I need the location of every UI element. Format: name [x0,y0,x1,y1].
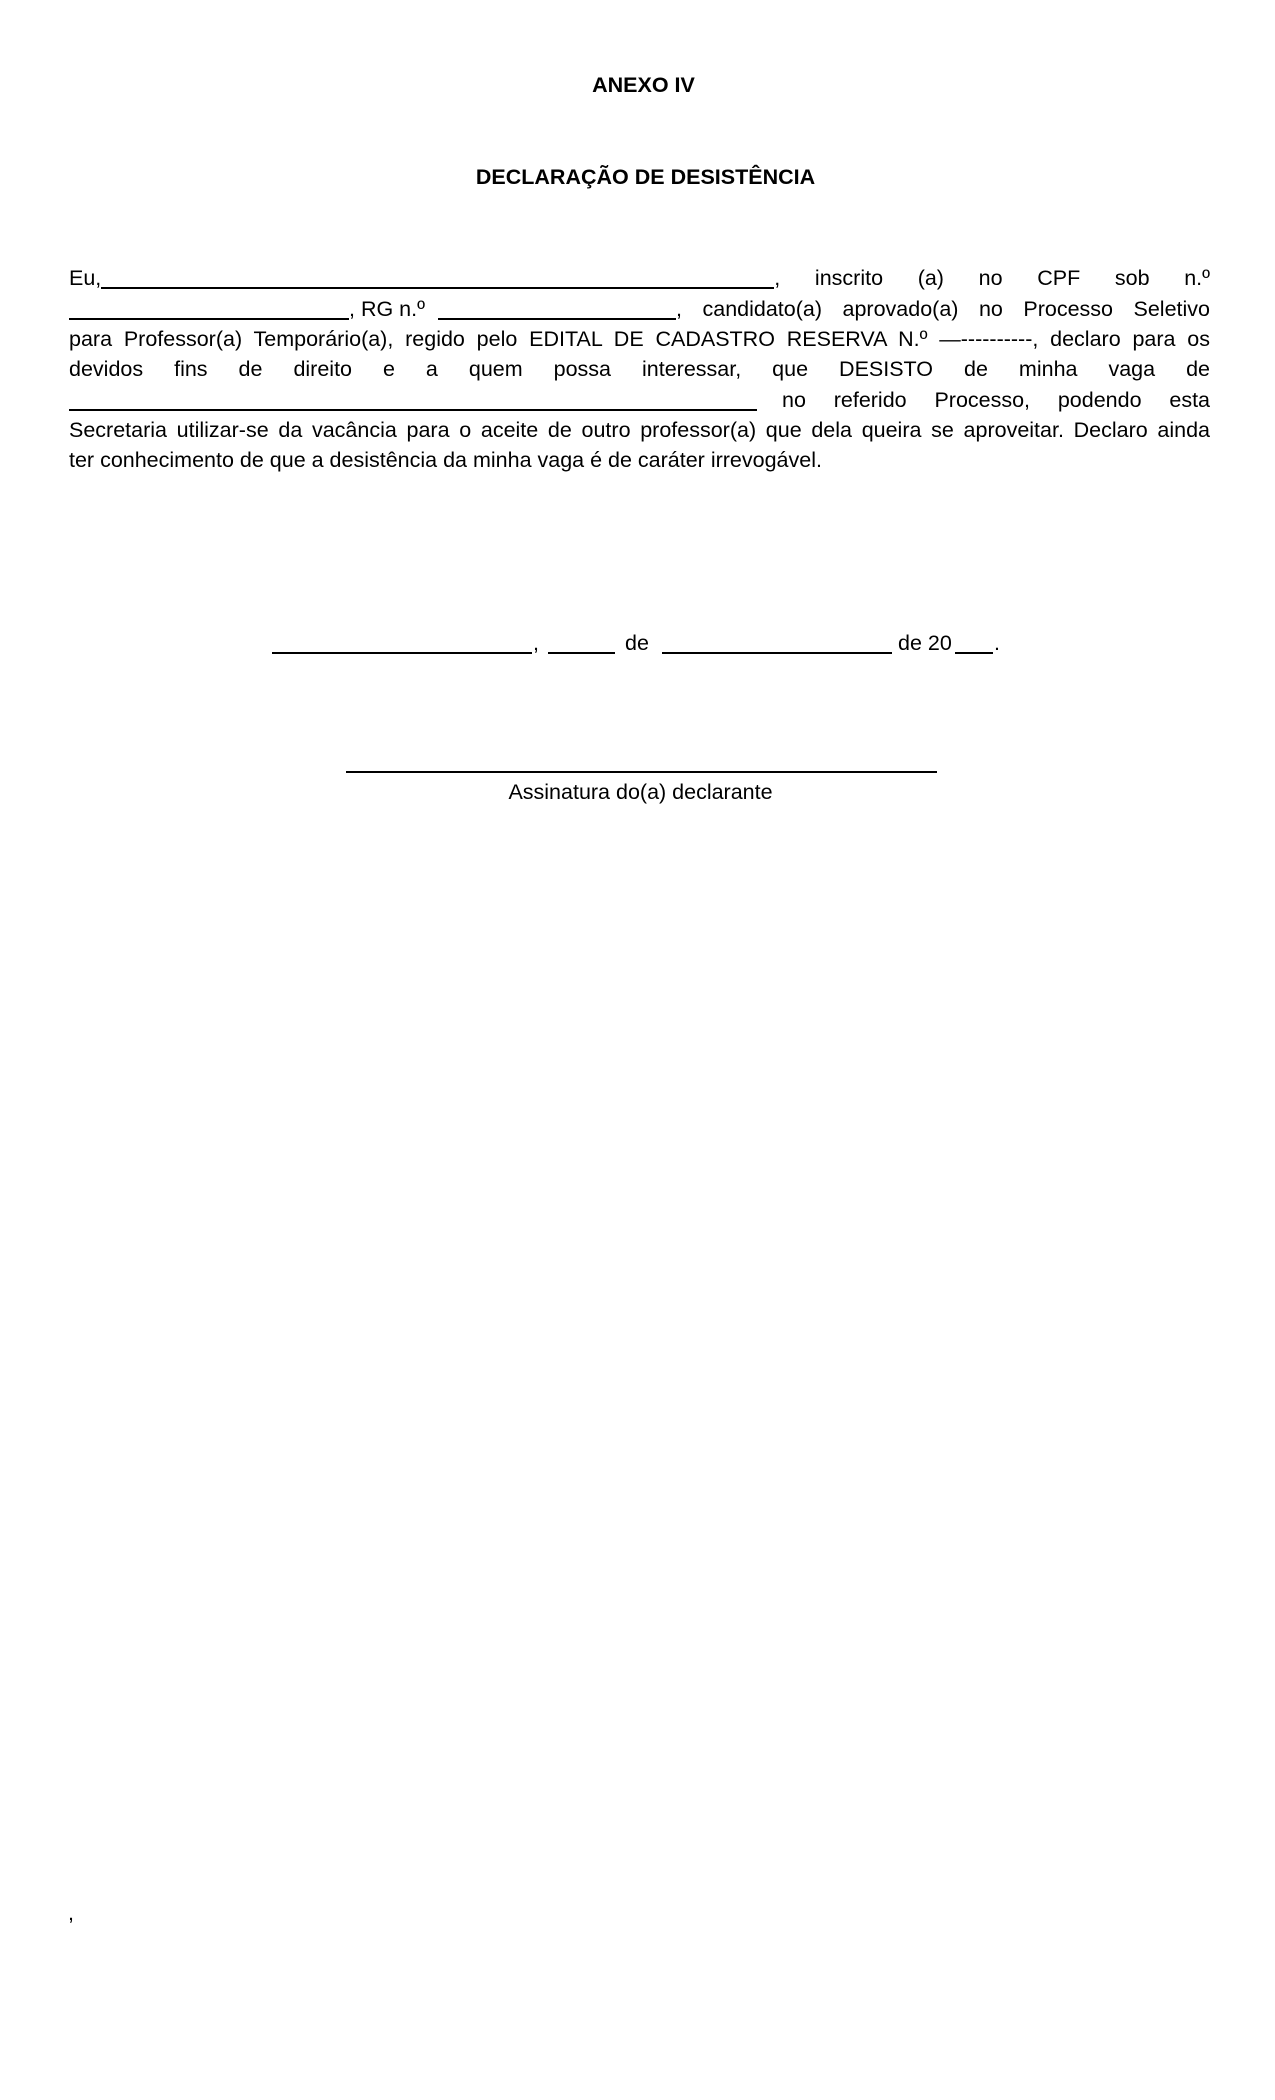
text-candidate: , candidato(a) aprovado(a) no Processo Seletivo [676,297,1210,321]
vacancy-field[interactable] [69,385,757,411]
annex-title: ANEXO IV [592,73,695,97]
text-eu: Eu, [69,266,102,290]
stray-comma: , [68,1901,74,1925]
name-field[interactable] [101,263,774,289]
cpf-field[interactable] [69,294,349,320]
date-period: . [994,631,1000,655]
date-de-20: de 20 [898,631,952,655]
text-cpf-label: , inscrito (a) no CPF sob n.º [774,266,1210,290]
paragraph-line-1 [69,263,1210,293]
day-field[interactable] [548,628,615,654]
signature-line[interactable] [346,771,937,773]
paragraph-line-6 [69,415,1210,445]
signature-caption: Assinatura do(a) declarante [508,780,773,804]
date-line [0,628,1275,658]
text-line-5: no referido Processo, podendo esta [782,388,1210,412]
declaration-title: DECLARAÇÃO DE DESISTÊNCIA [475,165,816,189]
year-field[interactable] [955,628,993,654]
paragraph-line-7 [69,445,1210,475]
paragraph-line-4 [69,354,1210,384]
rg-field[interactable] [438,294,676,320]
paragraph-line-3 [69,324,1210,354]
date-de-1: de [625,631,649,655]
text-line-4: devidos fins de direito e a quem possa interessar, que DESISTO de minha vaga de [69,357,1210,381]
paragraph-line-5 [69,385,1210,415]
paragraph-line-2 [69,294,1210,324]
date-comma: , [533,631,539,655]
text-rg-label: , RG n.º [349,297,425,321]
text-line-6: Secretaria utilizar-se da vacância para o aceite de outro professor(a) que dela queira se aproveitar. Declaro ainda [69,418,1210,442]
text-line-7: ter conhecimento de que a desistência da minha vaga é de caráter irrevogável. [69,448,822,472]
city-field[interactable] [272,628,532,654]
text-line-3: para Professor(a) Temporário(a), regido pelo EDITAL DE CADASTRO RESERVA N.º —----------, declaro para os [69,327,1210,351]
month-field[interactable] [662,628,892,654]
